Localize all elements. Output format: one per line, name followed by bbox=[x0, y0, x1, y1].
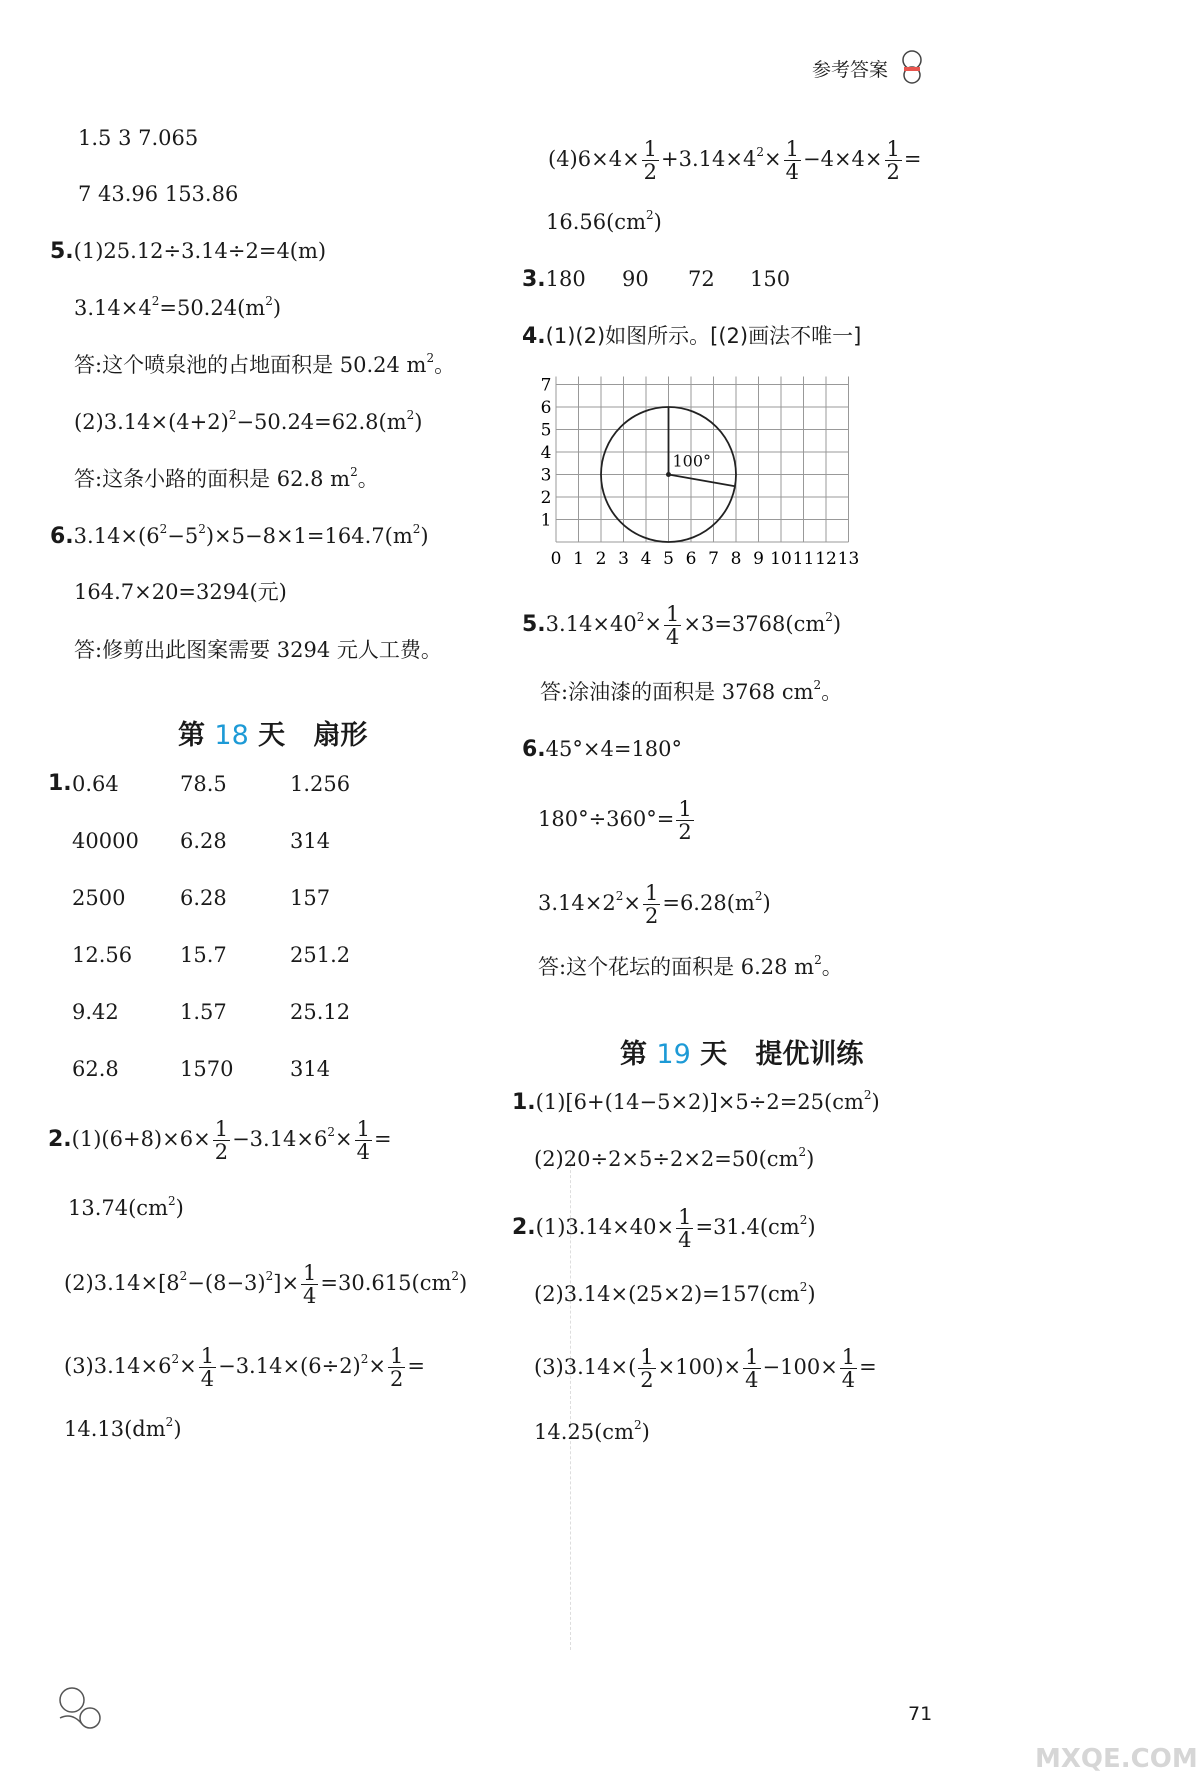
q2-line-a2: $13.74(cm^2)$ bbox=[68, 1194, 184, 1220]
q5-answer-2: 答:这条小路的面积是 62.8 $m^2$。 bbox=[74, 465, 379, 491]
q5-answer-1: 答:这个喷泉池的占地面积是 50.24 $m^2$。 bbox=[74, 351, 456, 377]
y-tick-label: 2 bbox=[540, 488, 552, 508]
y-tick-label: 4 bbox=[540, 443, 552, 463]
q1-cell: 25.12 bbox=[290, 1000, 351, 1024]
x-tick-label: 13 bbox=[837, 549, 860, 569]
q1-cell: 78.5 bbox=[180, 772, 227, 796]
q2-line-a: 2.(1)(6+8)×6× $\frac{1}{2}$ $-3.14\times 6^2\times$ $\frac{1}{4}$ = bbox=[48, 1117, 392, 1164]
q3-line: 3.180 90 72 150 bbox=[522, 267, 791, 292]
q1-cell: 0.64 bbox=[72, 772, 119, 796]
q2-line-c2: $14.13(dm^2)$ bbox=[64, 1415, 182, 1441]
q1-cell: 251.2 bbox=[290, 943, 351, 967]
center-point bbox=[666, 472, 671, 477]
q1-cell: 314 bbox=[290, 1057, 331, 1081]
r6-line-a: 6.45°×4=180° bbox=[522, 737, 683, 762]
x-tick-label: 0 bbox=[550, 549, 562, 569]
grid-circle-diagram bbox=[530, 368, 870, 570]
q1-cell: 2500 bbox=[72, 886, 126, 910]
q1-cell: 157 bbox=[290, 886, 331, 910]
y-tick-label: 1 bbox=[540, 510, 552, 531]
r5-answer: 答:涂油漆的面积是 3768 $cm^2$。 bbox=[540, 678, 843, 704]
q1-cell: 12.56 bbox=[72, 943, 133, 967]
q2-line-c: $(3)3.14\times 6^2\times$ $\frac{1}{4}$ $-3.14\times(6\div 2)^2\times$ $\frac{1}{2}$ = bbox=[64, 1344, 425, 1391]
q1-number: 1. bbox=[48, 771, 72, 796]
q5-line-c: $(2)3.14\times(4+2)^2-50.24=62.8(m^2)$ bbox=[74, 408, 423, 434]
q4x-line-b: $16.56(cm^2)$ bbox=[546, 208, 662, 234]
day19-heading: 第 19 天 提优训练 bbox=[620, 1039, 864, 1070]
q4x-line-a: (4)6×4× $\frac{1}{2}$ $+3.14\times 4^2\times$ $\frac{1}{4}$ −4×4× $\frac{1}{2}$ = bbox=[548, 137, 922, 184]
q2-line-b: $(2)3.14\times[8^2-(8-3)^2]\times$ $\frac{1}{4}$ $=30.615(cm^2)$ bbox=[64, 1261, 468, 1308]
q5-line-a: 5.(1)25.12÷3.14÷2=4(m) bbox=[50, 239, 327, 264]
r2-line-b: $(2)3.14\times(25\times 2)=157(cm^2)$ bbox=[534, 1280, 816, 1306]
y-tick-label: 6 bbox=[540, 398, 552, 418]
r6-answer: 答:这个花坛的面积是 6.28 $m^2$。 bbox=[538, 953, 843, 979]
y-tick-label: 7 bbox=[540, 375, 552, 396]
r1-line-a: $1.(1)[6+(14-5\times 2)]\times 5\div 2=25(cm^2)$ bbox=[512, 1088, 880, 1115]
q1-cell: 1570 bbox=[180, 1057, 234, 1081]
x-tick-label: 3 bbox=[618, 549, 629, 569]
snowman-icon bbox=[896, 48, 928, 84]
q1-cell: 62.8 bbox=[72, 1057, 119, 1081]
answer-line: 1.5 3 7.065 bbox=[78, 126, 199, 150]
r2-line-d: $14.25(cm^2)$ bbox=[534, 1418, 650, 1444]
x-tick-label: 11 bbox=[792, 549, 815, 569]
x-tick-label: 6 bbox=[685, 549, 697, 569]
q1-cell: 314 bbox=[290, 829, 331, 853]
page-number: 71 bbox=[908, 1703, 933, 1725]
r1-line-b: $(2)20\div 2\times 5\div 2\times 2=50(cm^2)$ bbox=[534, 1145, 815, 1171]
x-tick-label: 1 bbox=[573, 549, 584, 569]
x-tick-label: 12 bbox=[815, 549, 837, 569]
r6-line-c: $3.14\times 2^2\times$ $\frac{1}{2}$ $=6.28(m^2)$ bbox=[538, 881, 771, 928]
x-tick-label: 4 bbox=[640, 549, 652, 569]
q4-line: 4.(1)(2)如图所示。[(2)画法不唯一] bbox=[522, 324, 862, 349]
watermark: MXQE.COM bbox=[1035, 1744, 1198, 1774]
q1-cell: 9.42 bbox=[72, 1000, 119, 1024]
child-mascot-icon bbox=[52, 1684, 104, 1730]
q1-cell: 6.28 bbox=[180, 886, 227, 910]
day18-heading: 第 18 天 扇形 bbox=[178, 720, 368, 751]
x-tick-label: 9 bbox=[753, 549, 764, 569]
angle-label: 100° bbox=[672, 451, 712, 471]
x-tick-label: 10 bbox=[770, 549, 792, 569]
page-header-title: 参考答案 bbox=[812, 59, 889, 81]
r2-line-c: (3)3.14×( $\frac{1}{2}$ ×100)× $\frac{1}{4}$ −100× $\frac{1}{4}$ = bbox=[534, 1345, 877, 1392]
q1-cell: 6.28 bbox=[180, 829, 227, 853]
r6-line-b: 180°÷360°= $\frac{1}{2}$ bbox=[538, 797, 692, 844]
q5-line-b: $3.14\times 4^2=50.24(m^2)$ bbox=[74, 294, 282, 320]
radius-line bbox=[669, 475, 735, 487]
q6-line-b: 164.7×20=3294(元) bbox=[74, 580, 287, 604]
x-tick-label: 2 bbox=[595, 549, 607, 569]
x-tick-label: 7 bbox=[708, 549, 719, 569]
q6-answer: 答:修剪出此图案需要 3294 元人工费。 bbox=[74, 638, 442, 662]
q1-cell: 1.256 bbox=[290, 772, 351, 796]
y-tick-label: 5 bbox=[540, 420, 552, 441]
q1-cell: 40000 bbox=[72, 829, 139, 853]
x-tick-label: 5 bbox=[663, 549, 674, 569]
x-tick-label: 8 bbox=[730, 549, 742, 569]
q1-cell: 15.7 bbox=[180, 943, 227, 967]
r5-line: $5.3.14\times 40^2\times$ $\frac{1}{4}$ $\times 3=3768(cm^2)$ bbox=[522, 602, 842, 649]
q6-line-a: $6.3.14\times(6^2-5^2)\times 5-8\times 1=164.7(m^2)$ bbox=[50, 522, 429, 549]
q1-cell: 1.57 bbox=[180, 1000, 227, 1024]
r2-line-a: 2.(1)3.14×40× $\frac{1}{4}$ $=31.4(cm^2)$ bbox=[512, 1205, 816, 1252]
answer-line: 7 43.96 153.86 bbox=[78, 182, 239, 206]
y-tick-label: 3 bbox=[540, 465, 552, 486]
